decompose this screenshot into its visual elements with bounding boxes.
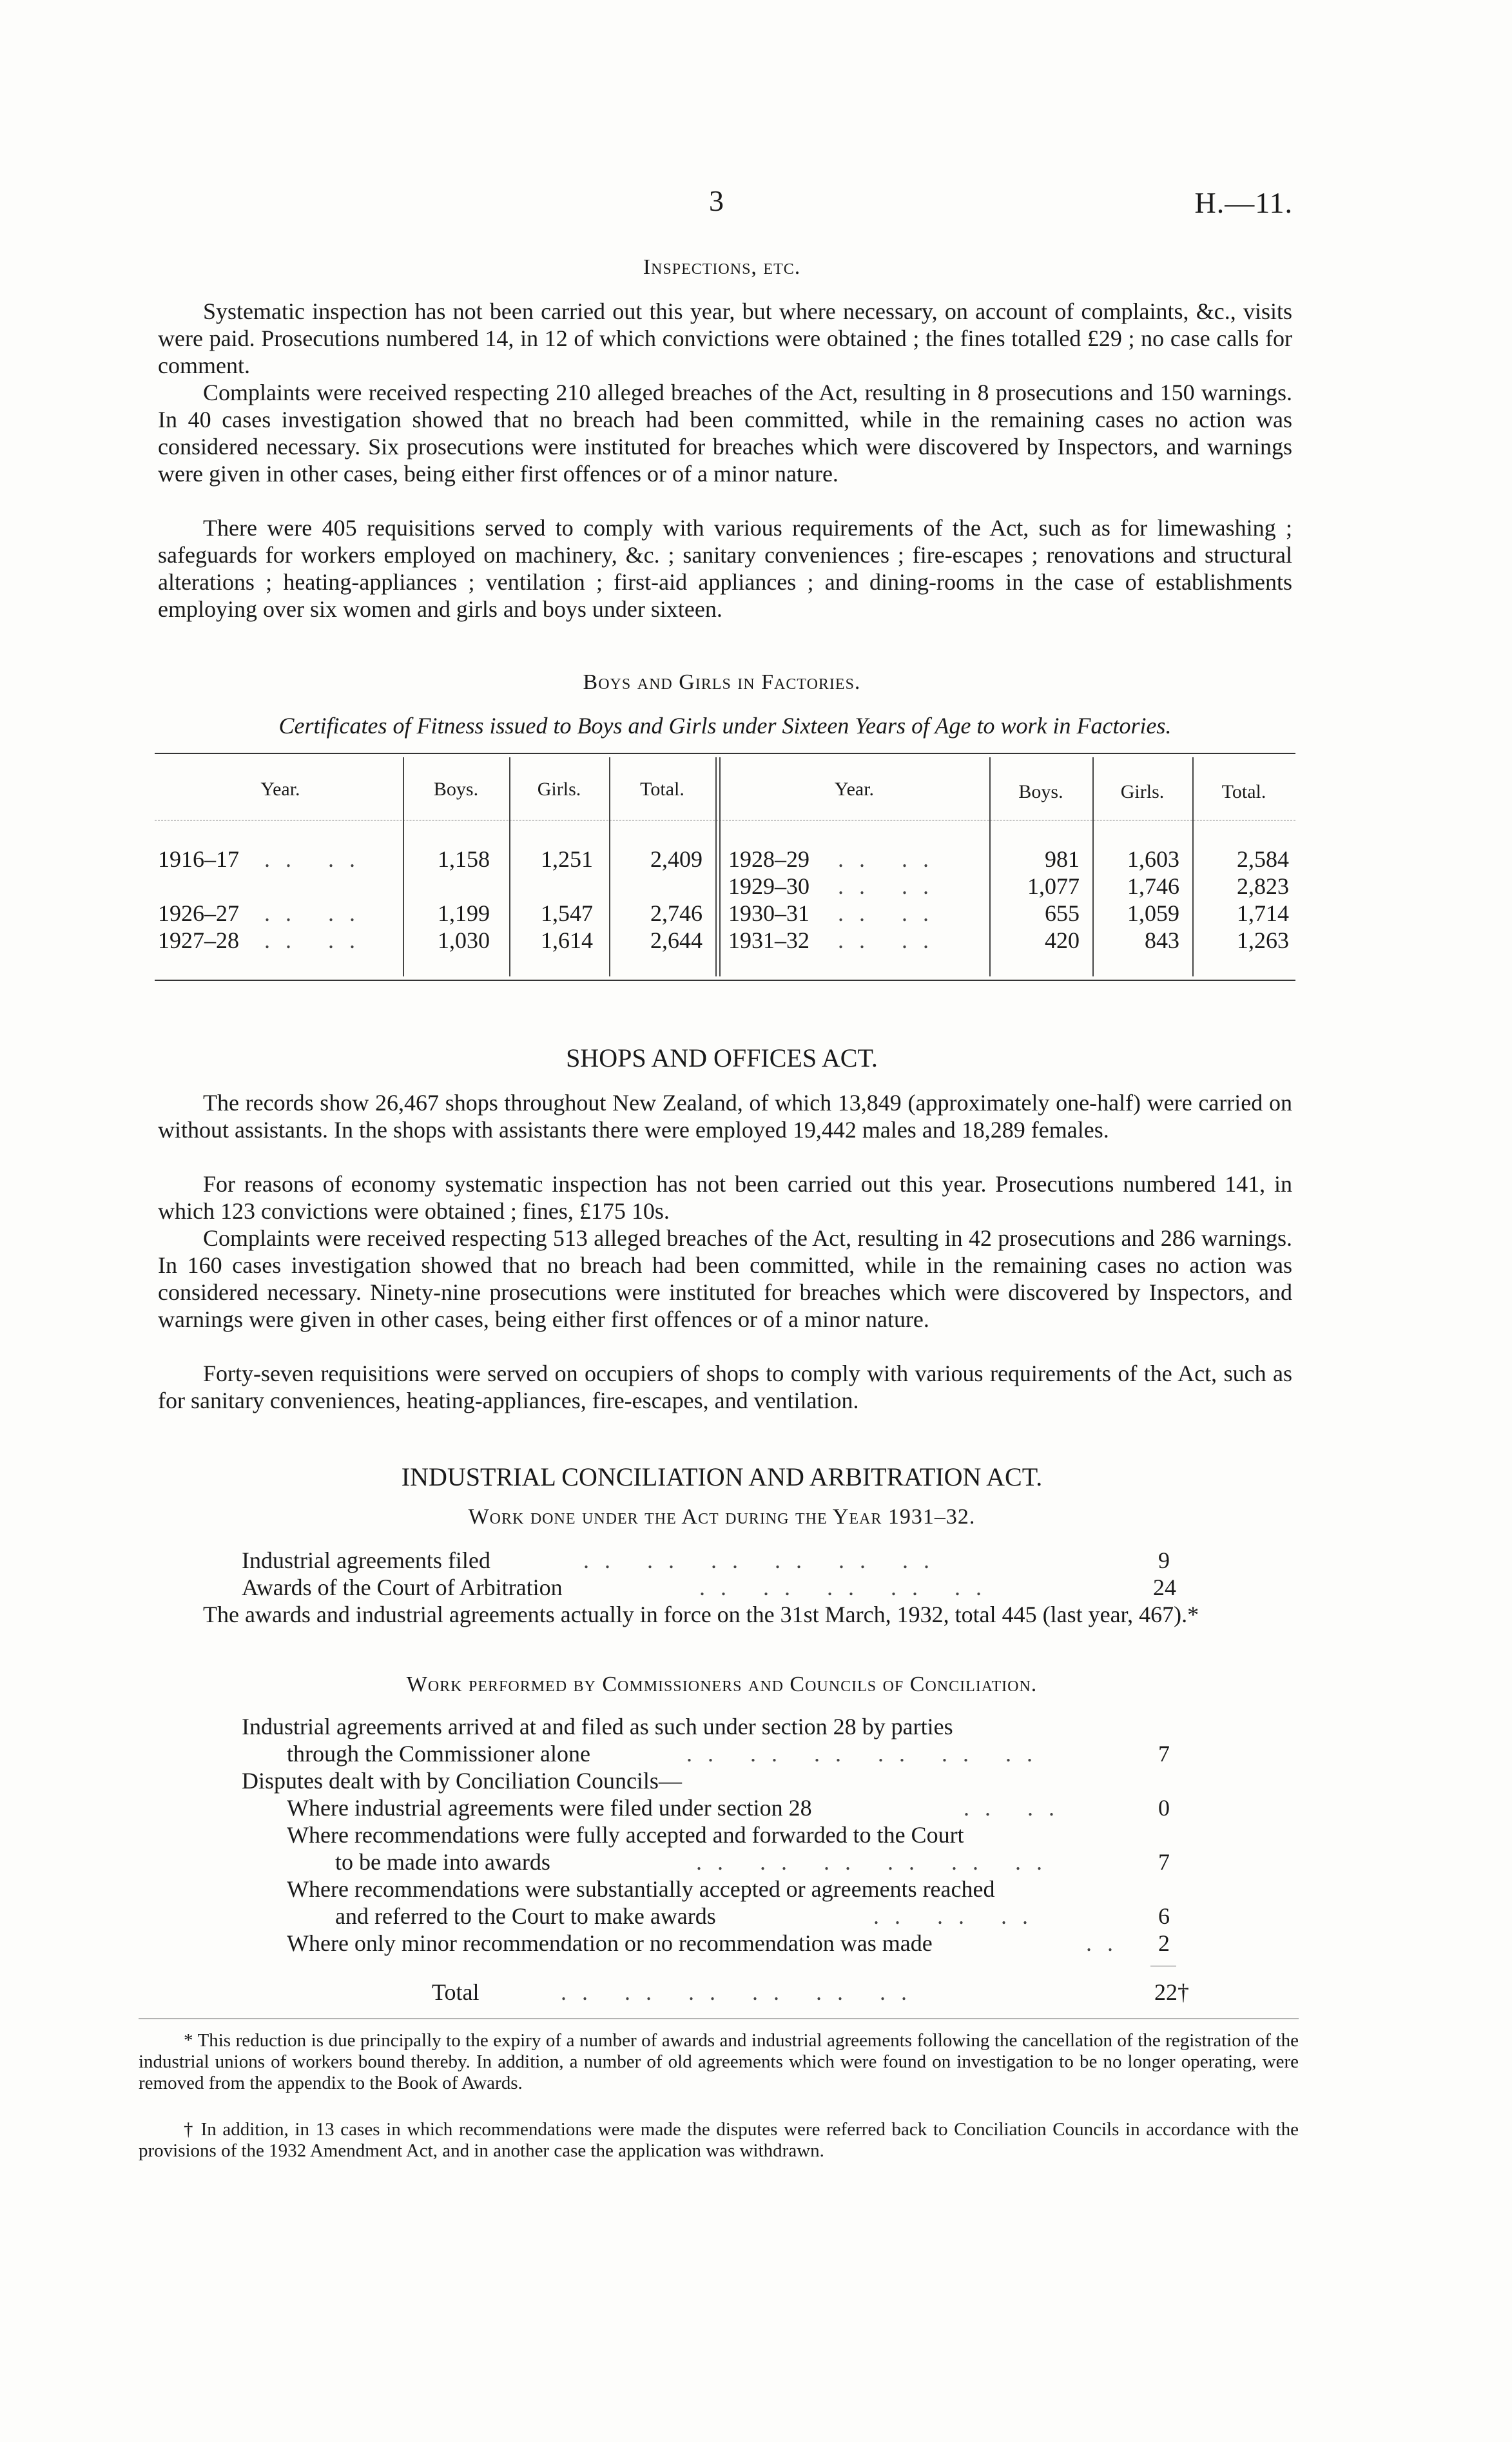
row-total: 2,584: [1237, 846, 1289, 872]
item-value: 0: [1158, 1795, 1170, 1821]
shops-heading: SHOPS AND OFFICES ACT.: [566, 1043, 878, 1072]
list-item: [287, 1930, 1183, 1957]
arbitration-paragraph: The awards and industrial agreements actually in force on the 31st March, 1932, total 445 (last year, 467).*: [203, 1602, 1199, 1627]
leader-dots: .. .. .. .. .. ..: [583, 1547, 945, 1573]
arbitration-subheading: Work done under the Act during the Year 1931–32.: [468, 1505, 976, 1529]
row-total: 2,746: [650, 900, 703, 926]
item-label: and referred to the Court to make awards: [335, 1903, 716, 1929]
list-item: [287, 1794, 1183, 1821]
row-year: 1916–17: [158, 846, 239, 872]
leader-dots: .. ..: [964, 1795, 1070, 1821]
row-girls: 1,603: [1127, 846, 1179, 872]
row-year: 1927–28: [158, 927, 239, 953]
list-item: [335, 1903, 1183, 1930]
leader-dots: .. ..: [838, 900, 944, 926]
leader-dots: .. .. .. .. ..: [699, 1575, 997, 1600]
boys-girls-caption: Certificates of Fitness issued to Boys and Girls under Sixteen Years of Age to work in Factories.: [278, 713, 1172, 739]
total-row: [432, 1979, 1189, 2006]
table-col-divider: [715, 757, 717, 976]
item-value: 9: [1158, 1547, 1170, 1573]
col-header-year: Year.: [834, 779, 875, 800]
page-number: 3: [709, 184, 724, 217]
row-total: 1,714: [1237, 900, 1289, 926]
row-total: 1,263: [1237, 927, 1289, 953]
table-bottom-rule: [155, 980, 1295, 981]
item-label: through the Commissioner alone: [287, 1741, 590, 1767]
document-reference: H.—11.: [1194, 186, 1293, 219]
leader-dots: .. ..: [838, 927, 944, 953]
inspections-paragraph-3: There were 405 requisitions served to comply with various requirements of the Act, such as for limewashing ; safeguards for workers employed on machinery, &c. ; sanitary conveniences ; fire-escapes ; renovations and structural alterations ; heating-appliances ; ventilation ; first-aid appliances ; and dining-rooms in the case of establishments employing over six women and girls and boys under sixteen.: [158, 515, 1292, 622]
total-label: Total: [432, 1979, 480, 2005]
item-label: Where recommendations were substantially accepted or agreements reached: [287, 1876, 995, 1902]
item-label: Disputes dealt with by Conciliation Councils—: [242, 1768, 682, 1794]
row-girls: 1,746: [1127, 873, 1179, 899]
shops-paragraph-4: Forty-seven requisitions were served on occupiers of shops to comply with various requirements of the Act, such as for sanitary conveniences, heating-appliances, fire-escapes, and ventilation.: [158, 1361, 1292, 1413]
row-boys: 655: [1045, 900, 1080, 926]
list-item: [242, 1767, 1183, 1794]
footnote-1: * This reduction is due principally to the expiry of a number of awards and industrial agreements following the cancellation of the registration of the industrial unions of workers bound thereby. In addition, a number of old agreements which were found on investigation to be no longer operating, were removed from the appendix to the Book of Awards.: [139, 2030, 1299, 2093]
row-total: 2,644: [650, 927, 703, 953]
item-value: 2: [1158, 1930, 1170, 1956]
leader-dots: .. ..: [264, 846, 371, 872]
row-year: 1928–29: [728, 846, 809, 872]
item-label: Where only minor recommendation or no recommendation was made: [287, 1930, 933, 1956]
leader-dots: .. .. .. .. .. ..: [561, 1979, 922, 2005]
row-boys: 1,199: [438, 900, 490, 926]
shops-paragraph-1: The records show 26,467 shops throughout New Zealand, of which 13,849 (approximately one-half) were carried on without assistants. In the shops with assistants there were employed 19,442 males and 18,289 females.: [158, 1090, 1292, 1143]
arbitration-heading: INDUSTRIAL CONCILIATION AND ARBITRATION ACT.: [401, 1462, 1043, 1491]
leader-dots: .. .. ..: [873, 1903, 1043, 1929]
row-total: 2,823: [1237, 873, 1289, 899]
item-value: 6: [1158, 1903, 1170, 1929]
leader-dots: .. ..: [264, 900, 371, 926]
row-boys: 981: [1045, 846, 1080, 872]
row-boys: 1,030: [438, 927, 490, 953]
list-item: [335, 1848, 1183, 1875]
row-boys: 1,077: [1027, 873, 1080, 899]
row-boys: 420: [1045, 927, 1080, 953]
list-item: [242, 1713, 1183, 1740]
list-item: [287, 1875, 1183, 1903]
col-header-year: Year.: [260, 779, 300, 800]
row-year: 1926–27: [158, 900, 239, 926]
total-value: 22†: [1154, 1979, 1189, 2005]
col-header-boys: Boys.: [433, 779, 479, 800]
leader-dots: .. .. .. .. .. ..: [686, 1741, 1048, 1767]
row-girls: 1,547: [541, 900, 593, 926]
commissioners-heading: Work performed by Commissioners and Councils of Conciliation.: [406, 1672, 1038, 1696]
list-item: [287, 1740, 1183, 1767]
item-value: 7: [1158, 1741, 1170, 1767]
table-top-rule: [155, 753, 1295, 754]
list-item: [242, 1547, 1183, 1574]
col-header-total: Total.: [1221, 781, 1266, 802]
col-header-girls: Girls.: [537, 779, 581, 800]
leader-dots: .. ..: [838, 873, 944, 899]
item-label: Where industrial agreements were filed under section 28: [287, 1795, 812, 1821]
row-total: 2,409: [650, 846, 703, 872]
boys-girls-heading: Boys and Girls in Factories.: [583, 670, 861, 694]
inspections-paragraph-2: Complaints were received respecting 210 alleged breaches of the Act, resulting in 8 prosecutions and 150 warnings. In 40 cases investigation showed that no breach had been committed, while in the remaining cases no action was considered necessary. Six prosecutions were instituted for breaches which were discovered by Inspectors, and warnings were given in other cases, being either first offences or of a minor nature.: [158, 380, 1292, 487]
item-value: 7: [1158, 1849, 1170, 1875]
item-label: to be made into awards: [335, 1849, 550, 1875]
leader-dots: .. .. .. .. .. ..: [696, 1849, 1058, 1875]
row-year: 1929–30: [728, 873, 809, 899]
shops-paragraph-2: For reasons of economy systematic inspection has not been carried out this year. Prosecutions numbered 141, in which 123 convictions were obtained ; fines, £175 10s.: [158, 1171, 1292, 1224]
row-girls: 1,059: [1127, 900, 1179, 926]
leader-dots: ..: [1086, 1930, 1129, 1956]
footnote-2: † In addition, in 13 cases in which recommendations were made the disputes were referred back to Conciliation Councils in accordance with the provisions of the 1932 Amendment Act, and in another case the application was withdrawn.: [139, 2119, 1299, 2161]
col-header-girls: Girls.: [1120, 781, 1165, 802]
row-girls: 843: [1145, 927, 1179, 953]
item-label: Where recommendations were fully accepted and forwarded to the Court: [287, 1822, 964, 1848]
col-header-boys: Boys.: [1018, 781, 1063, 802]
row-girls: 1,251: [541, 846, 593, 872]
shops-paragraph-3: Complaints were received respecting 513 alleged breaches of the Act, resulting in 42 prosecutions and 286 warnings. In 160 cases investigation showed that no breach had been committed, while in the remaining cases no action was considered necessary. Ninety-nine prosecutions were instituted for breaches which were discovered by Inspectors, and warnings were given in other cases, being either first offences or of a minor nature.: [158, 1225, 1292, 1332]
inspections-paragraph-1: Systematic inspection has not been carried out this year, but where necessary, on account of complaints, &c., visits were paid. Prosecutions numbered 14, in 12 of which convictions were obtained ; the fines totalled £29 ; no case calls for comment.: [158, 298, 1292, 378]
item-value: 24: [1153, 1575, 1176, 1600]
leader-dots: .. ..: [264, 927, 371, 953]
boys-girls-table: [0, 0, 1512, 1031]
leader-dots: .. ..: [838, 846, 944, 872]
col-header-total: Total.: [640, 779, 684, 800]
row-boys: 1,158: [438, 846, 490, 872]
row-year: 1930–31: [728, 900, 809, 926]
inspections-heading: Inspections, etc.: [643, 255, 801, 279]
item-label: Industrial agreements arrived at and filed as such under section 28 by parties: [242, 1714, 953, 1739]
list-item: [242, 1574, 1183, 1601]
item-label: Awards of the Court of Arbitration: [242, 1575, 563, 1600]
list-item: [287, 1821, 1183, 1848]
item-label: Industrial agreements filed: [242, 1547, 490, 1573]
row-year: 1931–32: [728, 927, 809, 953]
row-girls: 1,614: [541, 927, 593, 953]
